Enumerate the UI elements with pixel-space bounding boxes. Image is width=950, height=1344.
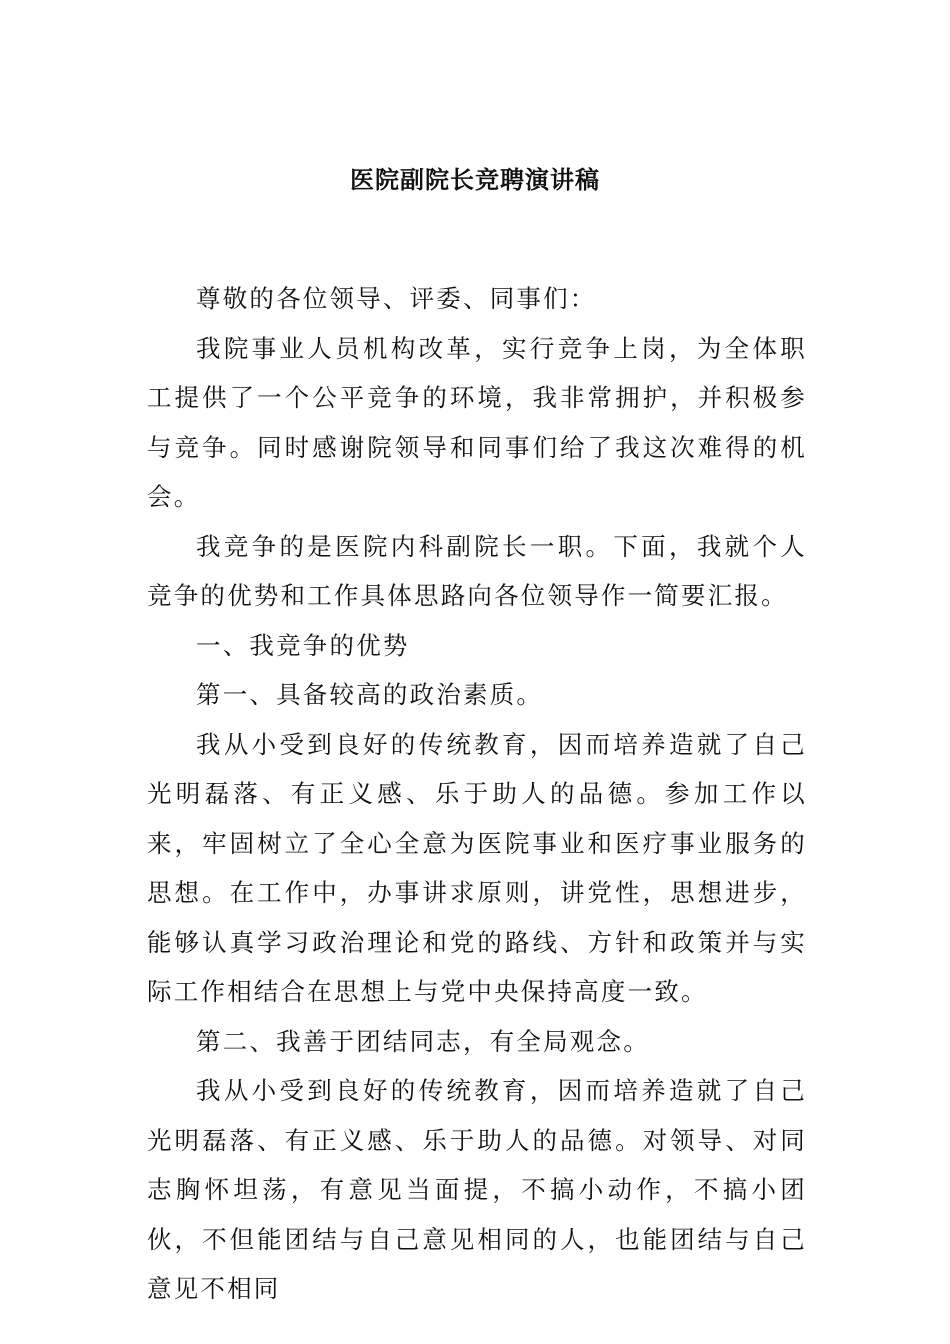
- paragraph-salutation: 尊敬的各位领导、评委、同事们：: [196, 284, 597, 313]
- paragraph: 我从小受到良好的传统教育，因而培养造就了自己光明磊落、有正义感、乐于助人的品德。参加工作以来，牢固树立了全心全意为医院事业和医疗事业服务的思想。在工作中，办事讲求原则，讲党性，思想进步，能够认真学习政治理论和党的路线、方针和政策并与实际工作相结合在思想上与党中央保持高度一致。: [147, 729, 807, 1006]
- document-body: [147, 274, 807, 1314]
- paragraph: 我竞争的是医院内科副院长一职。下面，我就个人竞争的优势和工作具体思路向各位领导作一简要汇报。: [147, 531, 807, 610]
- section-heading: 一、我竞争的优势: [196, 630, 410, 660]
- subsection-heading: 第二、我善于团结同志，有全局观念。: [196, 1026, 650, 1056]
- subsection-heading: 第一、具备较高的政治素质。: [196, 680, 544, 709]
- document-title: 医院副院长竞聘演讲稿: [350, 165, 600, 194]
- paragraph: 我院事业人员机构改革，实行竞争上岗，为全体职工提供了一个公平竞争的环境，我非常拥护，并积极参与竞争。同时感谢院领导和同事们给了我这次难得的机会。: [147, 333, 807, 511]
- paragraph: 我从小受到良好的传统教育，因而培养造就了自己光明磊落、有正义感、乐于助人的品德。对领导、对同志胸怀坦荡，有意见当面提，不搞小动作，不搞小团伙，不但能团结与自己意见相同的人，也能团结与自己意见不相同: [147, 1076, 807, 1303]
